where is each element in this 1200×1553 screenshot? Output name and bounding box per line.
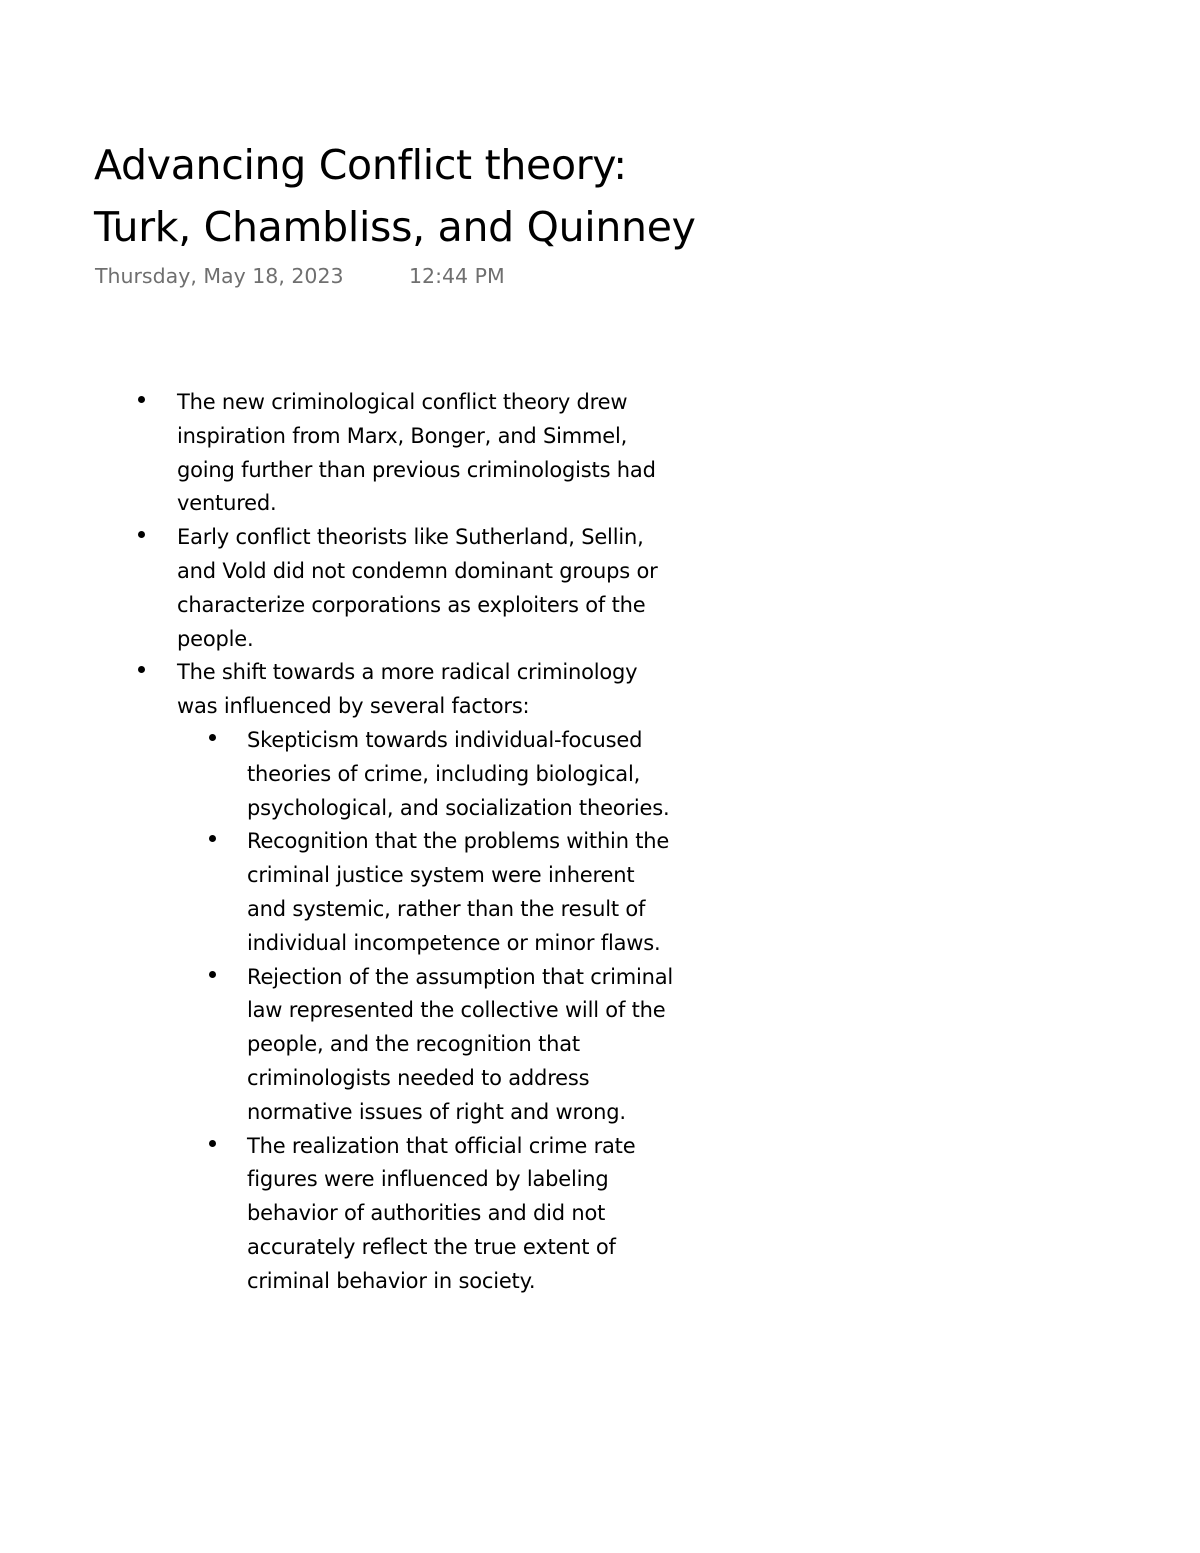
sub-list-item	[0, 825, 1200, 960]
sub-list-item	[0, 724, 1200, 825]
note-timestamp	[95, 264, 505, 288]
sub-list-item-text: Skepticism towards individual-focused theories of crime, including biological, psychological, and socialization theories.	[247, 727, 670, 820]
page-title	[94, 134, 994, 258]
sub-list-item	[0, 1130, 1200, 1299]
list-item-text: The shift towards a more radical criminology was influenced by several factors:	[177, 660, 638, 719]
list-item	[0, 521, 1200, 656]
bullet-icon	[209, 971, 216, 978]
bullet-icon	[209, 1140, 216, 1147]
list-item	[0, 386, 1200, 521]
bullet-icon	[138, 396, 145, 403]
list-item-text: The new criminological conflict theory drew inspiration from Marx, Bonger, and Simmel, going further than previous criminologists had ventured.	[177, 390, 656, 516]
list-item	[0, 656, 1200, 724]
title-line-2: Turk, Chambliss, and Quinney	[94, 203, 696, 251]
sub-list-item-text: Recognition that the problems within the criminal justice system were inherent and systemic, rather than the result of individual incompetence or minor flaws.	[247, 829, 670, 955]
bullet-icon	[138, 531, 145, 538]
sub-list-item-text: The realization that official crime rate figures were influenced by labeling behavior of authorities and did not accurately reflect the true extent of criminal behavior in society.	[247, 1133, 636, 1293]
note-time: 12:44 PM	[409, 264, 505, 288]
bullet-icon	[138, 666, 145, 673]
sub-list-item-text: Rejection of the assumption that criminal law represented the collective will of the people, and the recognition that criminologists needed to address normative issues of right and wrong.	[247, 964, 674, 1124]
bullet-icon	[209, 835, 216, 842]
sub-list-item	[0, 961, 1200, 1130]
note-date: Thursday, May 18, 2023	[95, 264, 344, 288]
title-line-1: Advancing Conflict theory:	[94, 141, 627, 189]
list-item-text: Early conflict theorists like Sutherland, Sellin, and Vold did not condemn dominant groups or characterize corporations as exploiters of the people.	[177, 525, 658, 651]
bullet-icon	[209, 734, 216, 741]
bullet-list	[0, 386, 1200, 1299]
